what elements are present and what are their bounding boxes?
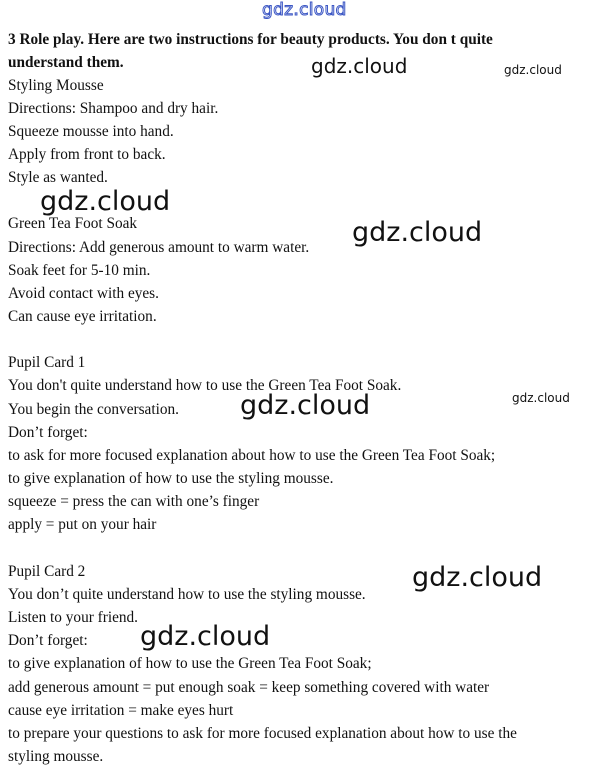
watermark: gdz.cloud (140, 621, 271, 652)
watermark: gdz.cloud (311, 54, 408, 78)
mousse-line: Apply from front to back. (8, 146, 166, 163)
card2-line: You don’t quite understand how to use the styling mousse. (8, 586, 366, 603)
watermark: gdz.cloud (352, 217, 483, 248)
card1-line: squeeze = press the can with one’s finger (8, 493, 260, 510)
card1-title: Pupil Card 1 (8, 354, 86, 371)
watermark-small: gdz.cloud (512, 391, 570, 405)
card2-line: add generous amount = put enough soak = keep something covered with water (8, 679, 490, 696)
card1-line: apply = put on your hair (8, 516, 157, 533)
watermark-small: gdz.cloud (504, 63, 562, 77)
card1-line: Don’t forget: (8, 424, 88, 441)
exercise-heading-cont: understand them. (8, 54, 124, 71)
foot-soak-line: Directions: Add generous amount to warm water. (8, 239, 310, 256)
mousse-line: Squeeze mousse into hand. (8, 123, 174, 140)
card2-title: Pupil Card 2 (8, 563, 86, 580)
card2-line: to give explanation of how to use the Green Tea Foot Soak; (8, 655, 372, 672)
card1-line: You don't quite understand how to use the Green Tea Foot Soak. (8, 377, 402, 394)
card2-line: Listen to your friend. (8, 609, 138, 626)
card2-line: to prepare your questions to ask for more focused explanation about how to use the (8, 725, 517, 742)
card2-line: cause eye irritation = make eyes hurt (8, 702, 234, 719)
foot-soak-line: Soak feet for 5-10 min. (8, 262, 151, 279)
card2-line: Don’t forget: (8, 632, 88, 649)
mousse-line: Style as wanted. (8, 169, 108, 186)
card2-line: styling mousse. (8, 748, 104, 765)
card1-line: to give explanation of how to use the styling mousse. (8, 470, 334, 487)
card1-line: to ask for more focused explanation about how to use the Green Tea Foot Soak; (8, 447, 496, 464)
mousse-title: Styling Mousse (8, 77, 104, 94)
mousse-line: Directions: Shampoo and dry hair. (8, 100, 219, 117)
watermark-top: gdz.cloud (262, 0, 347, 20)
watermark: gdz.cloud (40, 186, 171, 217)
foot-soak-line: Avoid contact with eyes. (8, 285, 159, 302)
exercise-heading: 3 Role play. Here are two instructions for beauty products. You don t quite (8, 31, 493, 48)
watermark: gdz.cloud (240, 390, 371, 421)
card1-line: You begin the conversation. (8, 401, 179, 418)
foot-soak-title: Green Tea Foot Soak (8, 215, 138, 232)
watermark: gdz.cloud (412, 562, 543, 593)
foot-soak-line: Can cause eye irritation. (8, 308, 157, 325)
